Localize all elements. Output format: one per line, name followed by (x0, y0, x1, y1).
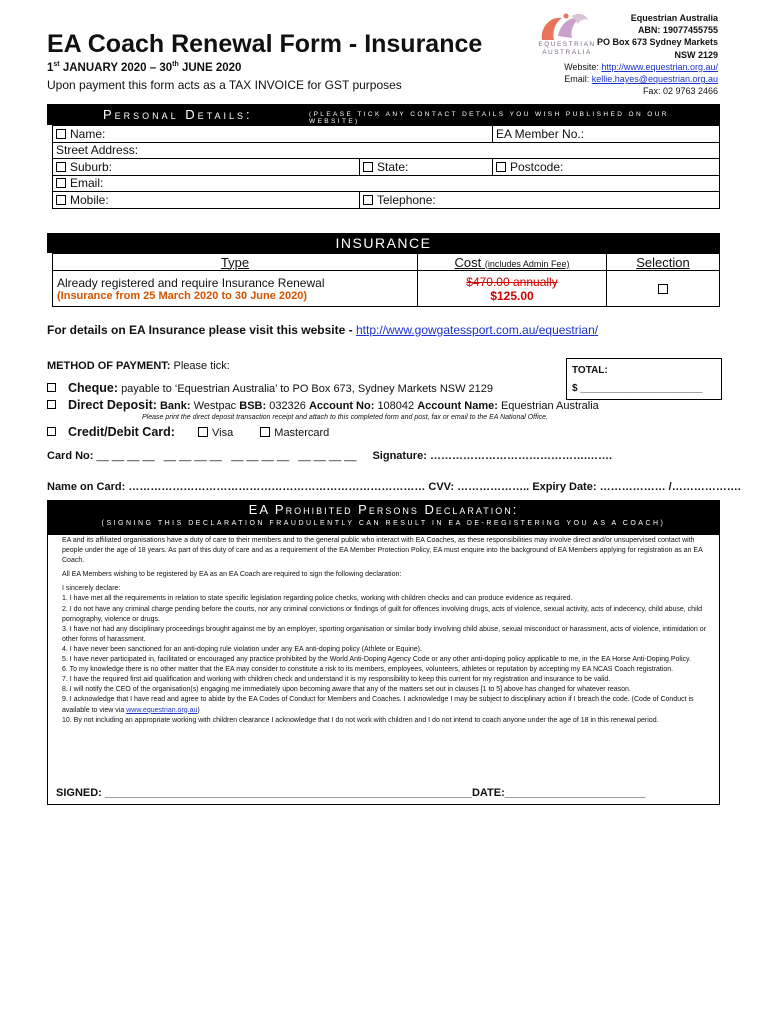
total-box[interactable]: TOTAL: $ ______________________ (566, 358, 722, 400)
date-field: _______________________ (504, 787, 646, 799)
card-number-field: __ __ __ __ __ __ __ __ __ __ __ __ __ __ __ __ (96, 450, 357, 462)
state-postcode: NSW 2129 (674, 49, 718, 60)
mobile-checkbox[interactable] (56, 195, 66, 205)
po-box: PO Box 673 Sydney Markets (596, 37, 718, 48)
state-field[interactable]: State: (360, 159, 493, 176)
mastercard-checkbox[interactable] (260, 427, 270, 437)
insurance-select-checkbox[interactable] (658, 284, 668, 294)
postcode-checkbox[interactable] (496, 162, 506, 172)
page-title: EA Coach Renewal Form - Insurance (47, 30, 483, 58)
insurance-details-line: For details on EA Insurance please visit this website - http://www.gowgatessport.com.au/equestrian/ (47, 323, 599, 337)
insurance-period: (Insurance from 25 March 2020 to 30 June 2020) (57, 289, 308, 302)
name-on-card-line[interactable]: Name on Card: ……………………………………………………………………… CVV: ……………….. Expiry Date: ……………… /………………. (47, 481, 741, 493)
email-field[interactable]: Email: (53, 175, 720, 192)
abn: ABN: 19077455755 (637, 25, 718, 36)
street-address-field[interactable]: Street Address: (53, 142, 720, 159)
cheque-checkbox[interactable] (47, 383, 56, 392)
card-signature-field: …………………………………….……. (429, 450, 613, 462)
total-amount-field: $ ______________________ (572, 383, 703, 394)
expiry-field: ……………… /………………. (599, 481, 741, 493)
suburb-checkbox[interactable] (56, 162, 66, 172)
new-price: $125.00 (490, 288, 534, 303)
insurance-website-link[interactable]: http://www.gowgatessport.com.au/equestrian/ (355, 323, 599, 337)
type-header: Type (53, 254, 418, 271)
code-of-conduct-link[interactable]: www.equestrian.org.au (126, 706, 198, 714)
old-price: $470.00 annually (466, 274, 558, 289)
postcode-field[interactable]: Postcode: (493, 159, 720, 176)
direct-deposit-checkbox[interactable] (47, 400, 56, 409)
cost-header: Cost (includes Admin Fee) (418, 254, 607, 271)
email-link[interactable]: kellie.hayes@equestrian.org.au (591, 74, 718, 85)
telephone-checkbox[interactable] (363, 195, 373, 205)
email-line: Email: kellie.hayes@equestrian.org.au (564, 74, 718, 85)
card-option[interactable]: Credit/Debit Card: Visa Mastercard (47, 425, 329, 439)
declaration-item: 2. I do not have any criminal charge pending before the courts, nor any criminal convictions or findings of guilt for offences involving drugs, acts of violence, sexual activity, acts of indecency, child abuse, child pornography, violence or drugs. (62, 605, 703, 623)
fax: Fax: 02 9763 2466 (642, 86, 718, 97)
direct-deposit-option[interactable]: Direct Deposit: Bank: Westpac BSB: 032326 Account No: 108042 Account Name: Equestrian Australia (47, 398, 599, 412)
contact-block (564, 12, 718, 97)
logo-wordmark: EQUESTRIAN AUSTRALIA (538, 41, 596, 56)
state-checkbox[interactable] (363, 162, 373, 172)
declaration-item: 7. I have the required first aid qualification and working with children check and understand it is my responsibility to keep this current for my registration and insurance to be valid. (62, 676, 611, 684)
cheque-option[interactable]: Cheque: payable to ‘Equestrian Australia’ to PO Box 673, Sydney Markets NSW 2129 (47, 381, 493, 395)
website-line: Website: http://www.equestrian.org.au/ (564, 61, 718, 72)
visa-checkbox[interactable] (198, 427, 208, 437)
declaration-item: 8. I will notify the CEO of the organisation(s) engaging me immediately upon becoming aware that any of the matters set out in clauses [1 to 5] above has changed for whatever reason. (62, 686, 631, 694)
declaration-item: 5. I have never participated in, facilitated or encouraged any practice prohibited by the World Anti-Doping Agency Code or any other anti-doping policy applicable to me, in the EA Horse Anti-Doping Policy. (62, 656, 691, 664)
personal-details-table (52, 125, 720, 209)
declaration-item: 3. I have not had any disciplinary proceedings brought against me by an employer, sporting organisation or similar body involving child abuse, sexual misconduct or harassment, acts of violence, intimidation or other forms of harassment. (62, 625, 706, 643)
signature-line[interactable]: SIGNED: ____________________________________________________________DATE:_______________________ (56, 787, 646, 799)
telephone-field[interactable]: Telephone: (360, 192, 720, 209)
declaration-box (47, 534, 720, 805)
method-of-payment: METHOD OF PAYMENT: Please tick: (47, 360, 230, 372)
signed-field: ____________________________________________________________ (104, 787, 472, 799)
declaration-text: EA and its affiliated organisations have a duty of care to their members and to the general public who interact with EA Coaches, as these responsibilities may involve direct and/or unsupervised contact with people under the age of 18 years. As part of this duty of care and as a requirement of the EA Member Protection Policy, EA must enquire into the background of EA Members applying for registration as an EA Coach. All EA Members wishing to be registered by EA as an EA Coach are required to sign the following declaration: I sincerely declare: 1. I have met all the requirements in relation to state specific legislation regarding police checks, working with children checks and can produce evidence as required. 2. I do not have any criminal charge pending before the courts, nor any criminal convictions or findings of guilt for offences involving drugs, acts of violence, sexual activity, acts of indecency, child abuse, child pornography, violence or drugs. 3. I have not had any disciplinary proceedings brought against me by an employer, sporting organisation or similar body involving child abuse, sexual misconduct or harassment, acts of violence, intimidation or other forms of harassment. 4. I have never been sanctioned for an anti-doping rule violation under any EA anti-doping policy (Athlete or Equine). 5. I have never participated in, facilitated or encouraged any practice prohibited by the World Anti-Doping Agency Code or any other anti-doping policy applicable to me, in the EA Horse Anti-Doping Policy. 6. To my knowledge there is no other matter that the EA may consider to constitute a risk to its members, employees, volunteers, athletes or reputation by accepting my EA NCAS Coach registration. 7. I have the required first aid qualification and working with children check and understand it is my responsibility to keep this current for my registration and insurance to be valid. 8. I will notify the CEO of the organisation(s) engaging me immediately upon becoming aware that any of the matters set out in clauses [1 to 5] above has changed for whatever reason. 9. I acknowledge that I have read and agree to abide by the EA Codes of Conduct for Members and Coaches. I acknowledge I may be subject to disciplinary action if I breach the code. (Code of Conduct is available to view via www.equestrian.org.au) 10. By not including an appropriate working with children clearance I acknowledge that I do not work with children and I do not intend to coach anyone under the age of 18 in this renewal period. (62, 536, 707, 726)
name-on-card-field: ……………………………………………………………………… (128, 481, 426, 493)
declaration-header: EA Prohibited Persons Declaration: (SIGNING THIS DECLARATION FRAUDULENTLY CAN RESULT IN EA DE-REGISTERING YOU AS A COACH) (47, 500, 720, 534)
card-checkbox[interactable] (47, 427, 56, 436)
name-checkbox[interactable] (56, 129, 66, 139)
member-no-field[interactable]: EA Member No.: (493, 126, 720, 143)
card-number-line[interactable]: Card No: __ __ __ __ __ __ __ __ __ __ __ __ __ __ __ __ Signature: …………………………………….……. (47, 450, 613, 462)
website-link[interactable]: http://www.equestrian.org.au/ (601, 61, 718, 72)
mobile-field[interactable]: Mobile: (53, 192, 360, 209)
suburb-field[interactable]: Suburb: (53, 159, 360, 176)
insurance-table (52, 253, 720, 307)
insurance-type: Already registered and require Insurance Renewal (Insurance from 25 March 2020 to 30 June 2020) (53, 271, 418, 307)
direct-deposit-note: Please print the direct deposit transaction receipt and attach to this completed form and post, fax or email to the EA National Office. (142, 414, 548, 421)
email-checkbox[interactable] (56, 178, 66, 188)
insurance-header: INSURANCE (47, 233, 720, 253)
insurance-cost (418, 271, 607, 307)
selection-header: Selection (607, 254, 720, 271)
declaration-item: 4. I have never been sanctioned for an anti-doping rule violation under any EA anti-doping policy (Athlete or Equine). (62, 645, 422, 653)
cvv-field: ……………….. (457, 481, 530, 493)
declaration-item: 6. To my knowledge there is no other matter that the EA may consider to constitute a risk to its members, employees, volunteers, athletes or reputation by accepting my EA NCAS Coach registration. (62, 666, 674, 674)
declaration-item: 1. I have met all the requirements in relation to state specific legislation regarding police checks, working with children checks and can produce evidence as required. (62, 595, 573, 603)
declaration-item: 9. I acknowledge that I have read and agree to abide by the EA Codes of Conduct for Members and Coaches. I acknowledge I may be subject to disciplinary action if I breach the code. (Code of Conduct is available to view via www.equestrian.org.au) (62, 696, 694, 714)
personal-details-header: Personal Details: (PLEASE TICK ANY CONTACT DETAILS YOU WISH PUBLISHED ON OUR WEBSITE) (47, 104, 720, 125)
declaration-item: 10. By not including an appropriate working with children clearance I acknowledge that I do not work with children and I do not intend to coach anyone under the age of 18 in this renewal period. (62, 716, 659, 724)
org-name: Equestrian Australia (630, 13, 718, 23)
coverage-dates: 1st JANUARY 2020 – 30th JUNE 2020 (47, 61, 242, 74)
name-field[interactable]: Name: (53, 126, 493, 143)
tax-invoice-note: Upon payment this form acts as a TAX INVOICE for GST purposes (47, 78, 402, 92)
insurance-selection[interactable] (607, 271, 720, 307)
